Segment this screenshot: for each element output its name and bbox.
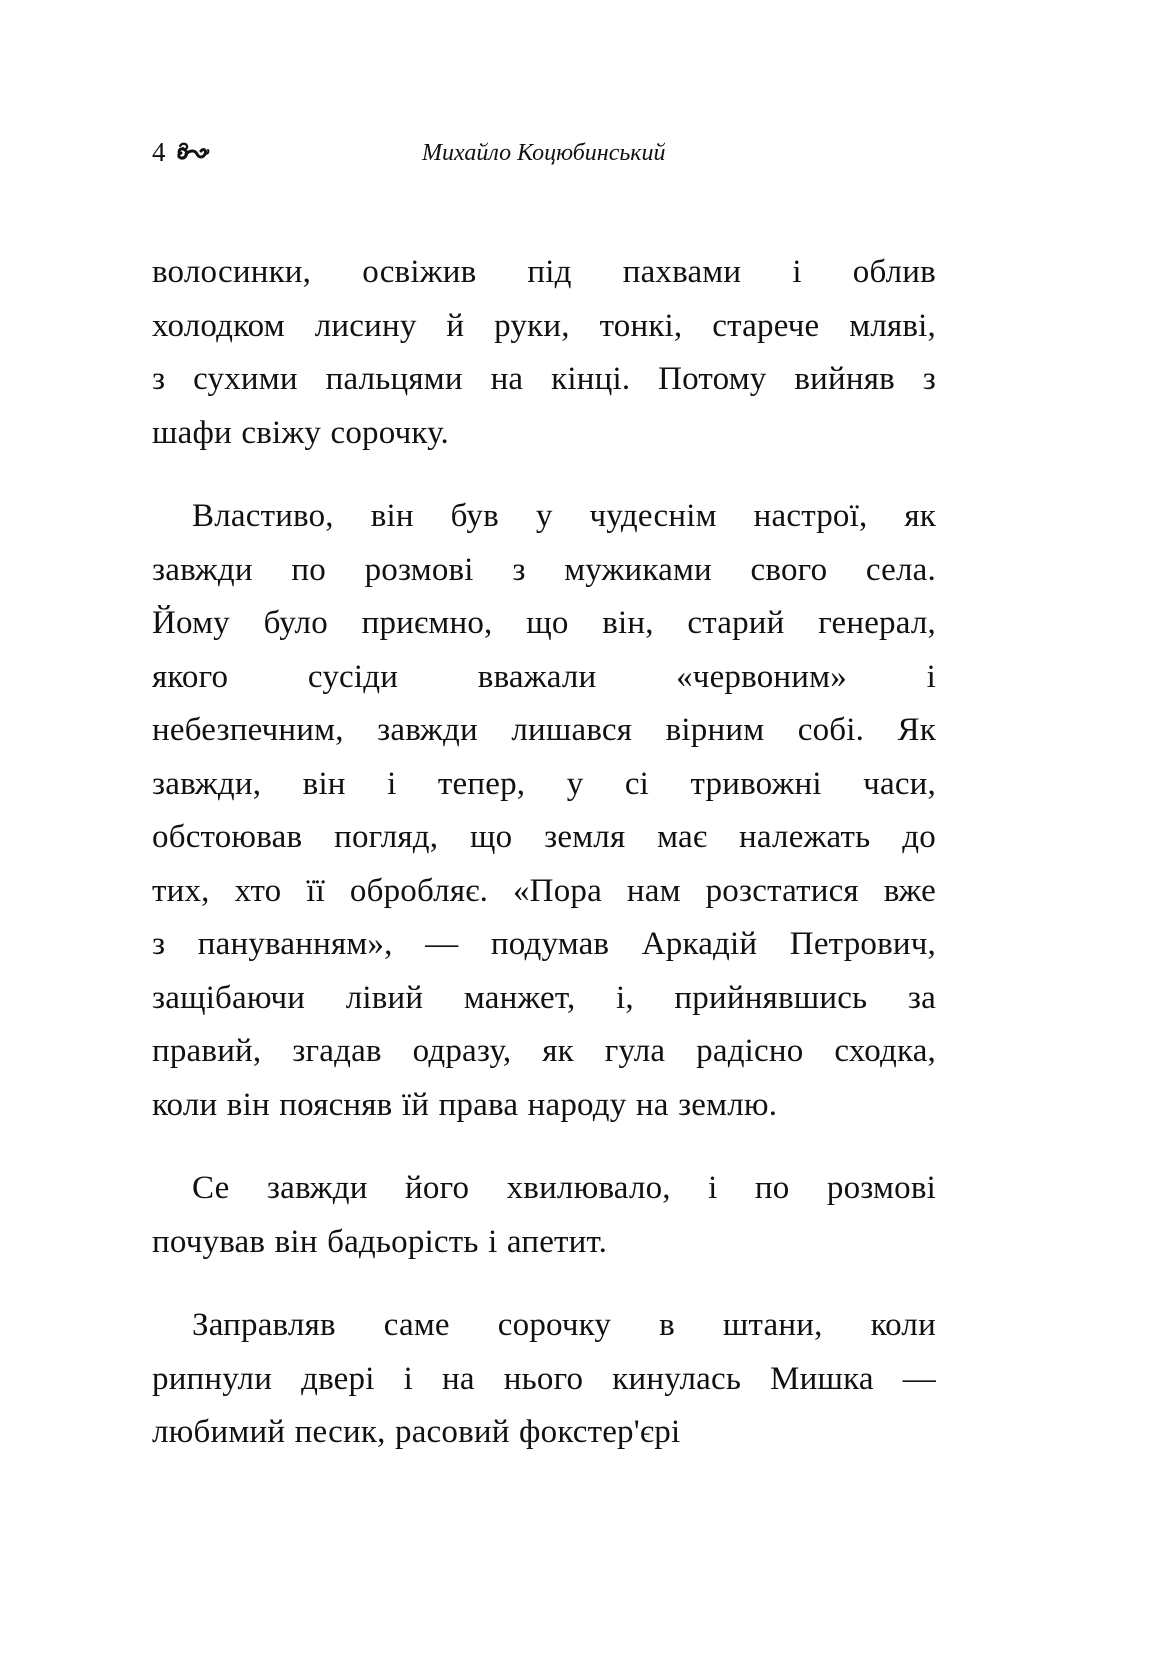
text-line <box>152 1162 936 1216</box>
word: саме <box>383 1307 450 1343</box>
word: і <box>926 658 936 695</box>
word: обстоював <box>152 819 303 855</box>
page-number: 4 <box>152 137 166 167</box>
word: завжди <box>266 1170 368 1206</box>
word: — <box>425 926 459 962</box>
text-line <box>152 490 936 544</box>
word: з <box>152 361 166 397</box>
word: його <box>405 1170 470 1206</box>
word: і <box>387 765 397 802</box>
word: з <box>152 926 166 962</box>
word: освіжив <box>362 254 477 290</box>
word: вже <box>883 872 936 909</box>
paragraph-2 <box>152 490 936 1132</box>
word: манжет, <box>463 979 576 1016</box>
word: Петрович, <box>789 926 936 962</box>
word: старече <box>712 307 820 344</box>
word: Заправляв <box>192 1307 336 1343</box>
paragraph-1 <box>152 246 936 460</box>
word: радісно <box>696 1033 804 1069</box>
word: лівий <box>345 979 424 1016</box>
word: сусіди <box>307 658 399 695</box>
word: рипнули <box>152 1360 273 1397</box>
word: з <box>512 551 526 588</box>
word: й <box>446 307 465 344</box>
word: генерал, <box>818 605 936 641</box>
word: якого <box>152 658 229 695</box>
word: кінці. <box>551 361 631 397</box>
word: настрої, <box>753 498 868 534</box>
word: її <box>306 872 325 909</box>
word: вірним <box>665 712 765 748</box>
word: до <box>902 819 936 855</box>
text-line <box>152 758 936 812</box>
body-text <box>152 246 936 1490</box>
word: як <box>904 498 936 534</box>
word: одразу, <box>412 1033 512 1069</box>
text-line <box>152 972 936 1026</box>
word: має <box>657 819 708 855</box>
word: згадав <box>292 1033 382 1069</box>
word: мужиками <box>564 551 712 588</box>
word: — <box>902 1360 936 1397</box>
word: у <box>535 498 553 534</box>
word: Властиво, <box>192 498 334 534</box>
word: у <box>566 765 584 802</box>
word: земля <box>544 819 626 855</box>
word: старий <box>687 605 785 641</box>
word: обробляє. <box>349 872 489 909</box>
word: вийняв <box>794 361 895 397</box>
word: на <box>490 361 524 397</box>
word: облив <box>852 254 936 290</box>
word: сі <box>624 765 650 802</box>
word: пальцями <box>325 361 463 397</box>
word: вважали <box>477 658 597 695</box>
word: сорочку <box>497 1307 612 1343</box>
word: тих, <box>152 872 210 909</box>
word: Йому <box>152 605 230 641</box>
word: Мишка <box>770 1360 874 1397</box>
word: за <box>907 979 936 1016</box>
word: і <box>708 1170 718 1206</box>
word: волосинки, <box>152 254 312 290</box>
text-line <box>152 1353 936 1407</box>
word: лисину <box>314 307 417 344</box>
word: з <box>922 361 936 397</box>
word: хто <box>234 872 282 909</box>
running-header-author: Михайло Коцюбинський <box>422 140 666 166</box>
word: в <box>659 1307 675 1343</box>
text-line: коли він поясняв їй права народу на землю. <box>152 1086 778 1123</box>
word: защібаючи <box>152 979 306 1016</box>
text-line <box>152 1299 936 1353</box>
word: тонкі, <box>599 307 683 344</box>
word: він, <box>602 605 654 641</box>
word: пахвами <box>622 254 742 290</box>
word: свого <box>750 551 828 588</box>
word: двері <box>301 1360 375 1397</box>
word: і <box>792 254 802 290</box>
word: коли <box>870 1307 936 1343</box>
word: села. <box>865 551 936 588</box>
word: руки, <box>494 307 570 344</box>
word: по <box>754 1170 790 1206</box>
word: Аркадій <box>641 926 758 962</box>
word: мляві, <box>849 307 936 344</box>
word: по <box>291 551 326 588</box>
word: небезпечним, <box>152 712 344 748</box>
word: часи, <box>863 765 936 802</box>
text-line <box>152 246 936 300</box>
text-line <box>152 1025 936 1079</box>
text-line: любимий песик, расовий фокстер'єрі <box>152 1414 681 1450</box>
text-line <box>152 865 936 919</box>
floral-ornament-icon <box>176 142 210 164</box>
word: на <box>442 1360 475 1397</box>
word: чудеснім <box>589 498 717 534</box>
running-header <box>152 134 936 174</box>
word: лишався <box>511 712 633 748</box>
word: Як <box>897 712 936 748</box>
word: був <box>450 498 499 534</box>
word: приємно, <box>361 605 493 641</box>
word: подумав <box>490 926 610 962</box>
text-line <box>152 353 936 407</box>
word: кинулась <box>612 1360 742 1397</box>
word: що <box>526 605 569 641</box>
text-line <box>152 300 936 354</box>
word: завжди, <box>152 765 262 802</box>
word: сходка, <box>834 1033 936 1069</box>
text-line <box>152 597 936 651</box>
word: тепер, <box>437 765 526 802</box>
word: було <box>263 605 328 641</box>
word: погляд, <box>334 819 439 855</box>
word: прийнявшись <box>674 979 868 1016</box>
word: хвилювало, <box>506 1170 671 1206</box>
word: холодком <box>152 307 285 344</box>
word: як <box>542 1033 574 1069</box>
word: тривожні <box>690 765 822 802</box>
text-line <box>152 651 936 705</box>
text-line <box>152 544 936 598</box>
word: і <box>403 1360 413 1397</box>
word: собі. <box>797 712 865 748</box>
word: що <box>470 819 513 855</box>
text-line <box>152 811 936 865</box>
word: під <box>527 254 572 290</box>
text-line: шафи свіжу сорочку. <box>152 414 449 451</box>
word: «Пора <box>512 872 602 909</box>
word: і, <box>616 979 634 1016</box>
word: розстатися <box>705 872 859 909</box>
paragraph-3 <box>152 1162 936 1269</box>
word: Потому <box>658 361 767 397</box>
word: Се <box>192 1170 230 1206</box>
word: гула <box>604 1033 666 1069</box>
word: завжди <box>377 712 478 748</box>
word: розмові <box>364 551 474 588</box>
text-line <box>152 918 936 972</box>
word: сухими <box>193 361 298 397</box>
word: він <box>370 498 414 534</box>
text-line: почував він бадьорість і апетит. <box>152 1223 608 1260</box>
word: нього <box>503 1360 584 1397</box>
paragraph-4 <box>152 1299 936 1460</box>
word: нам <box>626 872 681 909</box>
word: «червоним» <box>676 658 847 695</box>
word: штани, <box>722 1307 823 1343</box>
word: завжди <box>152 551 253 588</box>
text-line <box>152 704 936 758</box>
word: пануванням», <box>197 926 393 962</box>
word: правий, <box>152 1033 262 1069</box>
word: розмові <box>826 1170 936 1206</box>
word: він <box>302 765 346 802</box>
word: належать <box>739 819 871 855</box>
